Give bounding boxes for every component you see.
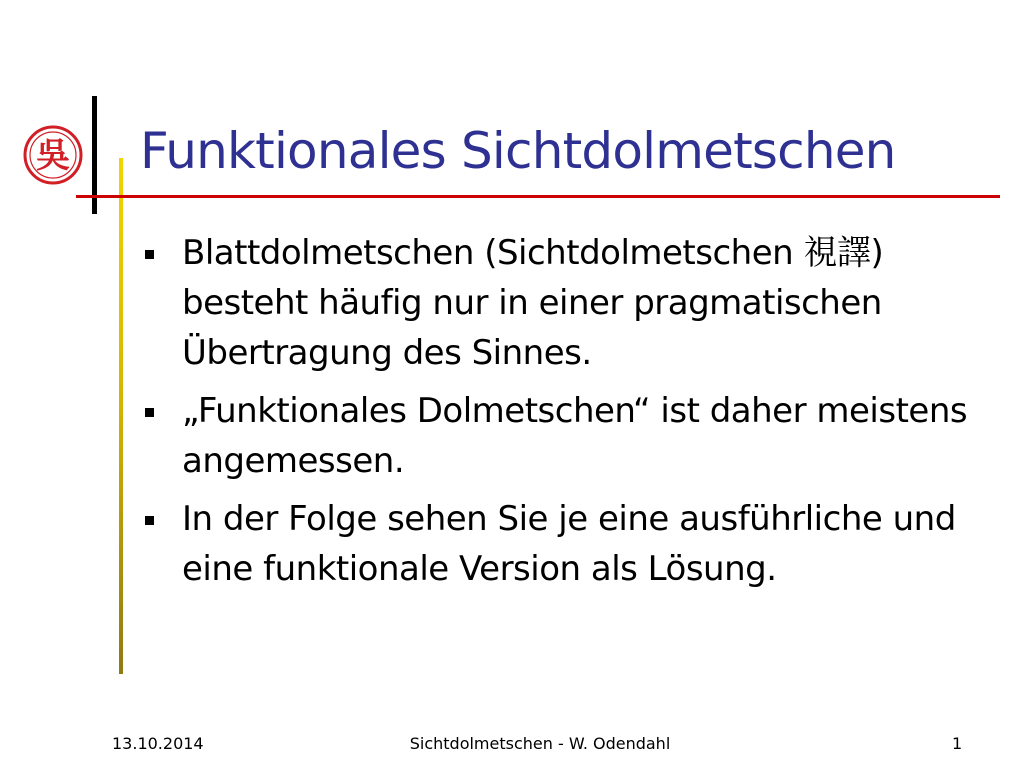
red-horizontal-rule: [76, 195, 1000, 198]
footer-date: 13.10.2014: [112, 734, 204, 753]
bullet-item: [145, 386, 1005, 486]
square-bullet-icon: [145, 516, 154, 525]
bullet-text-post: ) besteht häufig nur in einer pragmatischen Übertragung des Sinnes.: [182, 233, 884, 373]
seal-logo-icon: [22, 124, 84, 186]
bullet-list: [145, 228, 1005, 602]
slide-title: Funktionales Sichtdolmetschen: [140, 122, 896, 180]
footer-title: Sichtdolmetschen - W. Odendahl: [409, 734, 671, 753]
seal-logo-glyph: 吳: [36, 136, 70, 176]
square-bullet-icon: [145, 250, 154, 259]
bullet-text: „Funktionales Dolmetschen“ ist daher meistens angemessen.: [182, 391, 968, 481]
gold-vertical-rule: [119, 158, 123, 674]
bullet-text-cjk: 視譯: [803, 233, 871, 273]
bullet-item: [145, 228, 1005, 378]
bullet-text-pre: Blattdolmetschen (Sichtdolmetschen: [182, 233, 804, 273]
bullet-text: In der Folge sehen Sie je eine ausführliche und eine funktionale Version als Lösung.: [182, 499, 956, 589]
footer-page-number: 1: [952, 734, 963, 753]
square-bullet-icon: [145, 408, 154, 417]
bullet-item: [145, 494, 1005, 594]
